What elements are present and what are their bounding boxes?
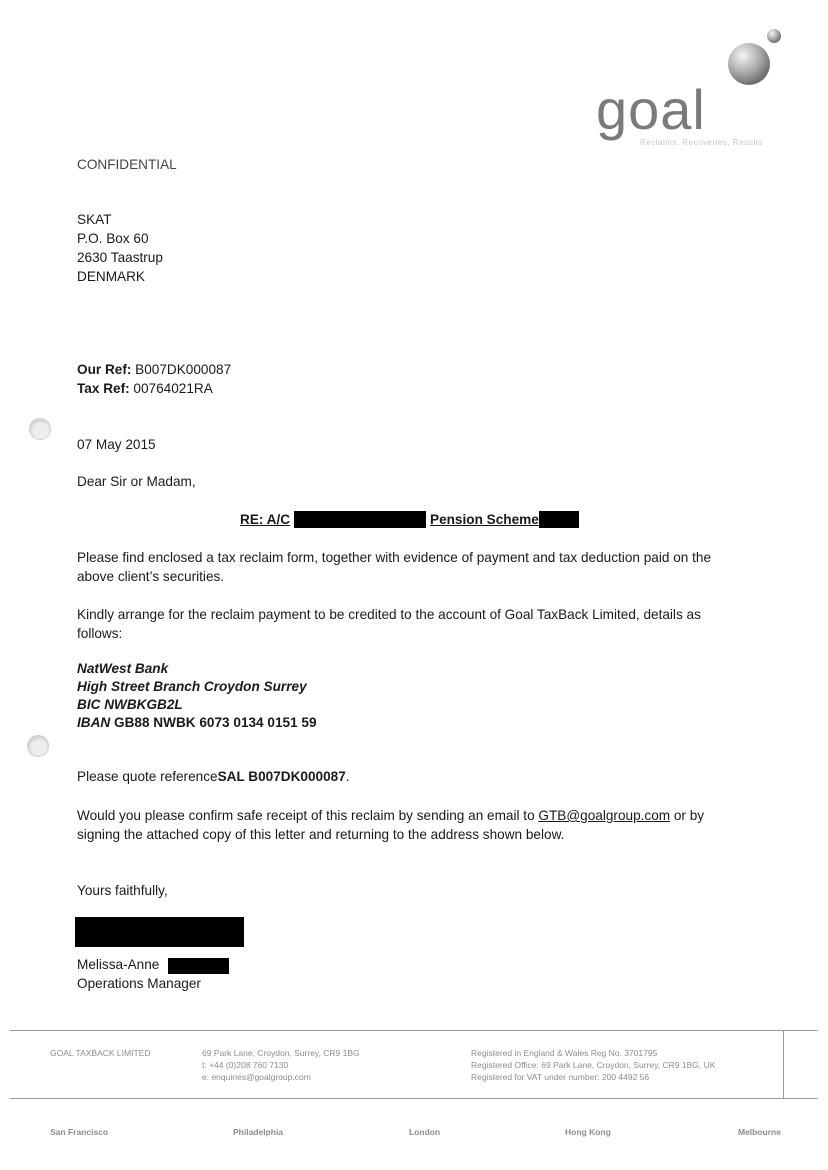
office-city: Philadelphia [233,1127,284,1137]
recipient-line: 2630 Taastrup [77,250,163,265]
footer-email: e: enquiries@goalgroup.com [202,1072,311,1082]
iban-value: GB88 NWBK 6073 0134 0151 59 [114,715,317,730]
paragraph-payment: Kindly arrange for the reclaim payment to be credited to the account of Goal TaxBack Limited, details as follows: [77,607,701,641]
bank-branch: High Street Branch Croydon Surrey [77,679,307,694]
footer-company: GOAL TAXBACK LIMITED [50,1048,151,1058]
quote-reference-value: SAL B007DK000087 [217,769,346,784]
our-ref-label: Our Ref: [77,362,132,377]
footer-registration: Registered in England & Wales Reg No. 3701795 Registered Office: 69 Park Lane, Croydon, Surrey, CR9 1BG, UK Registered for VAT under number: 200 4492 56 [471,1048,716,1082]
bank-bic: BIC NWBKGB2L [77,697,183,712]
bank-details [77,660,317,732]
letter-date: 07 May 2015 [77,437,156,452]
tax-ref-value: 00764021RA [133,381,213,396]
signatory-name: Melissa-Anne [77,957,160,972]
redaction-bar [168,958,229,974]
reference-block [77,360,231,398]
signatory-title: Operations Manager [77,976,201,991]
paragraph-enclosed: Please find enclosed a tax reclaim form, together with evidence of payment and tax deduction paid on the above client’s securities. [77,550,712,584]
footer-address: 69 Park Lane, Croydon, Surrey, CR9 1BG [202,1048,360,1058]
iban-label: IBAN [77,715,111,730]
recipient-line: P.O. Box 60 [77,231,149,246]
office-city: San Francisco [50,1127,109,1137]
office-city: Hong Kong [565,1127,611,1137]
tax-ref-label: Tax Ref: [77,381,130,396]
redaction-bar [294,511,426,528]
email-link[interactable]: GTB@goalgroup.com [538,808,671,823]
punch-hole-icon [29,418,51,440]
our-ref-value: B007DK000087 [135,362,232,377]
office-city: London [409,1127,441,1137]
office-city: Melbourne [738,1127,781,1137]
footer-divider [10,1030,818,1031]
footer-divider [10,1098,818,1099]
closing: Yours faithfully, [77,883,168,898]
confidential-label: CONFIDENTIAL [77,157,177,172]
paragraph-confirm: Would you please confirm safe receipt of this reclaim by sending an email to GTB@goalgroup.com or by signing the attached copy of this letter and returning to the address shown below. [77,808,705,842]
punch-hole-icon [27,735,49,757]
quote-reference: Please quote referenceSAL B007DK000087. [77,769,350,784]
footer-right-edge [783,1030,784,1098]
salutation: Dear Sir or Madam, [77,474,196,489]
footer-contact [202,1047,360,1083]
recipient-line: DENMARK [77,269,145,284]
recipient-address [77,210,163,286]
goal-logo-spheres [722,26,786,90]
goal-logo-tagline: Reclaims, Recoveries, Results [640,138,763,147]
signature-redaction [75,917,244,947]
subject-prefix: RE: A/C [240,512,291,527]
bank-name: NatWest Bank [77,661,169,676]
subject-pension-scheme: Pension Scheme [430,512,539,527]
redaction-bar [539,511,579,528]
recipient-line: SKAT [77,212,112,227]
footer-phone: t: +44 (0)208 760 7130 [202,1060,289,1070]
goal-logo-wordmark: goal [596,78,706,141]
subject-line [240,510,290,529]
